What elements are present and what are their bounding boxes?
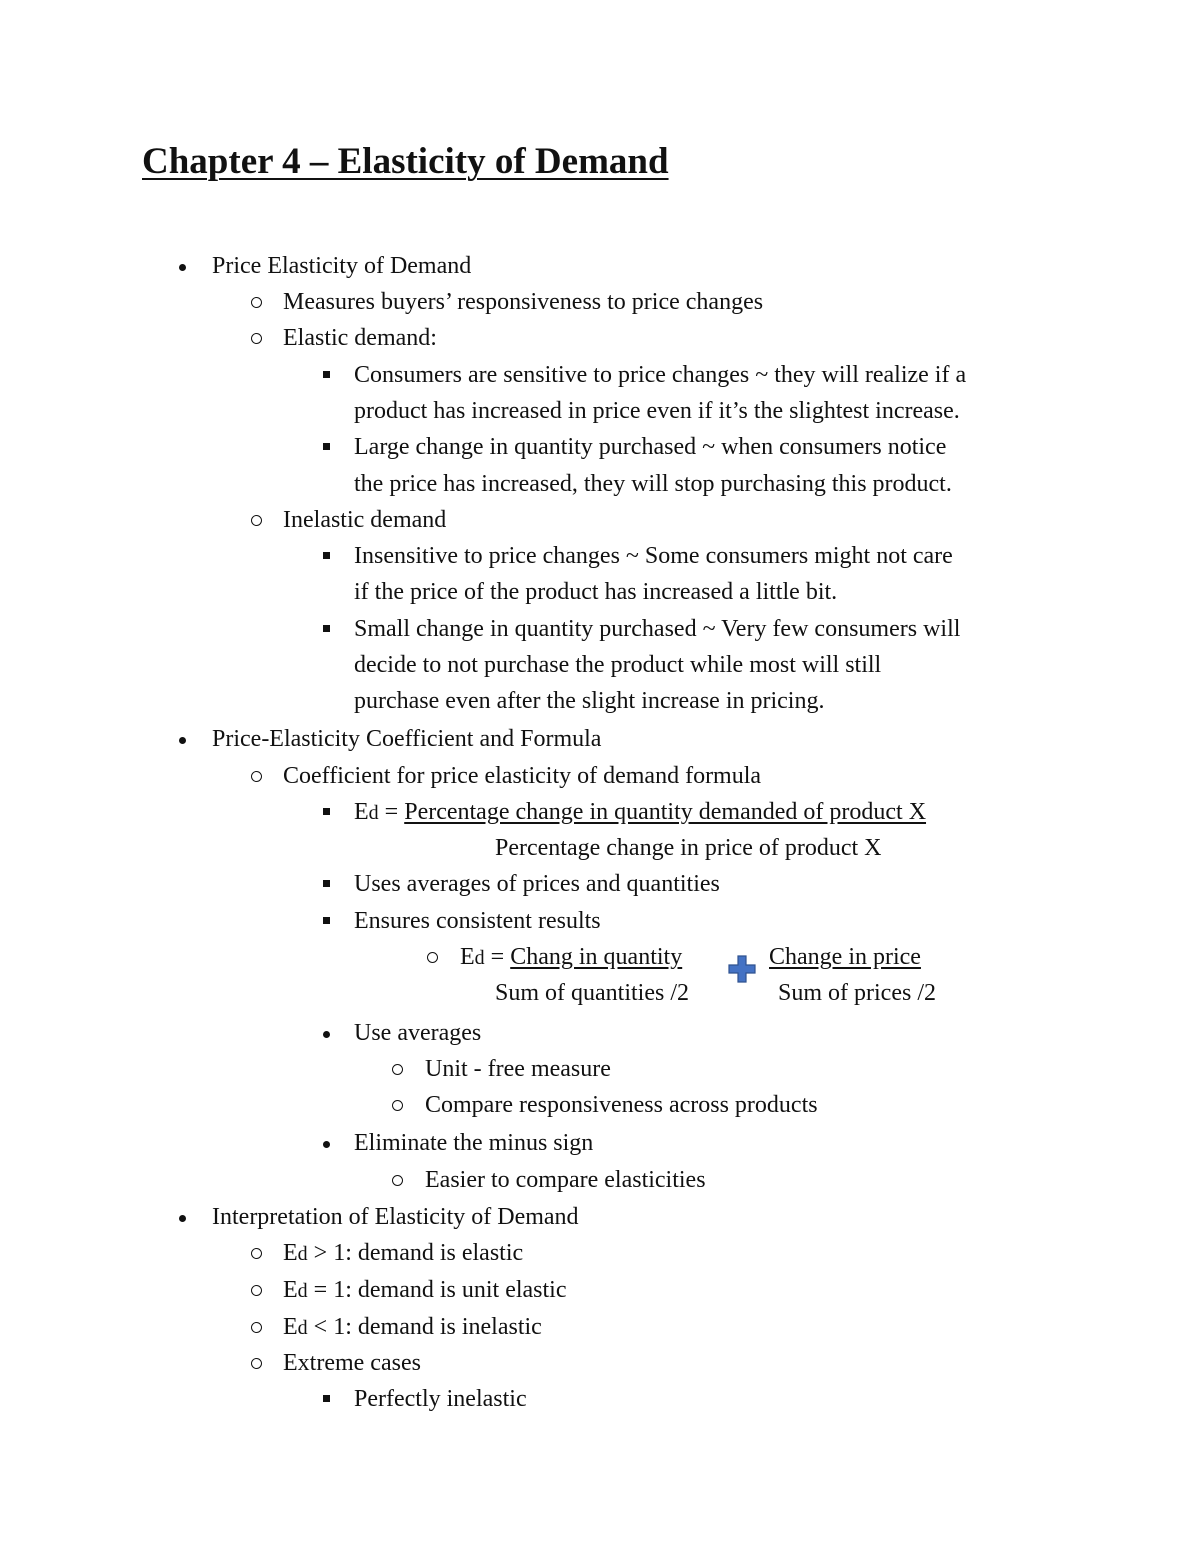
list-item: Extreme cases (283, 1350, 421, 1376)
bullet-circle (387, 1051, 407, 1087)
list-item-text: = 1: demand is unit elastic (307, 1277, 567, 1303)
list-item: Ensures consistent results (354, 908, 601, 934)
bullet-square (316, 866, 336, 902)
bullet-circle (246, 1235, 266, 1271)
list-item-continuation: product has increased in price even if it’s the slightest increase. (354, 398, 960, 424)
formula-equals: = (378, 799, 405, 825)
page-title: Chapter 4 – Elasticity of Demand (142, 141, 669, 182)
formula-symbol: E (283, 1277, 298, 1303)
list-item: Use averages (354, 1020, 482, 1046)
formula-subscript: d (297, 1280, 308, 1302)
bullet-disc (316, 1125, 336, 1161)
list-item (283, 1309, 542, 1346)
list-item-continuation: decide to not purchase the product while most will still (354, 652, 882, 678)
bullet-circle (246, 284, 266, 320)
formula-subscript: d (368, 802, 379, 824)
list-item-text: > 1: demand is elastic (307, 1240, 524, 1266)
list-item: Compare responsiveness across products (425, 1092, 818, 1118)
formula-symbol: E (283, 1240, 298, 1266)
formula-line (460, 939, 682, 976)
bullet-circle (246, 1345, 266, 1381)
formula-line (354, 794, 926, 831)
bullet-disc (172, 248, 192, 284)
formula-denominator-price: Sum of prices /2 (778, 980, 936, 1006)
list-item: Interpretation of Elasticity of Demand (212, 1204, 579, 1230)
formula-numerator-quantity: Chang in quantity (510, 944, 683, 970)
plus-icon (727, 954, 757, 984)
list-item: Inelastic demand (283, 507, 447, 533)
bullet-circle (387, 1162, 407, 1198)
list-item: Uses averages of prices and quantities (354, 871, 720, 897)
formula-numerator-price-text: Change in price (769, 944, 921, 970)
list-item: Consumers are sensitive to price changes ~ they will realize if a (354, 362, 967, 388)
bullet-disc (172, 721, 192, 757)
list-item: Insensitive to price changes ~ Some consumers might not care (354, 543, 953, 569)
list-item: Elastic demand: (283, 325, 437, 351)
bullet-circle (246, 1309, 266, 1345)
bullet-square (316, 429, 336, 465)
list-item: Measures buyers’ responsiveness to price changes (283, 289, 764, 315)
list-item: Perfectly inelastic (354, 1386, 527, 1412)
formula-subscript: d (474, 947, 485, 969)
bullet-circle (387, 1087, 407, 1123)
bullet-circle (422, 939, 442, 975)
bullet-square (316, 611, 336, 647)
list-item: Eliminate the minus sign (354, 1130, 594, 1156)
bullet-circle (246, 1272, 266, 1308)
formula-numerator-price (769, 939, 921, 975)
bullet-disc (316, 1015, 336, 1051)
formula-equals: = (484, 944, 511, 970)
formula-subscript: d (297, 1243, 308, 1265)
bullet-disc (172, 1199, 192, 1235)
formula-numerator: Percentage change in quantity demanded of product X (404, 799, 927, 825)
formula-subscript: d (297, 1317, 308, 1339)
list-item (283, 1235, 523, 1272)
formula-symbol: E (460, 944, 475, 970)
list-item: Price-Elasticity Coefficient and Formula (212, 726, 602, 752)
list-item-continuation: purchase even after the slight increase in pricing. (354, 688, 825, 714)
formula-denominator: Percentage change in price of product X (495, 835, 882, 861)
bullet-square (316, 794, 336, 830)
list-item-continuation: the price has increased, they will stop purchasing this product. (354, 471, 952, 497)
bullet-square (316, 903, 336, 939)
list-item: Unit - free measure (425, 1056, 611, 1082)
list-item-text: < 1: demand is inelastic (307, 1314, 542, 1340)
list-item: Coefficient for price elasticity of demand formula (283, 763, 762, 789)
bullet-square (316, 538, 336, 574)
formula-denominator-quantity: Sum of quantities /2 (495, 980, 689, 1006)
list-item (283, 1272, 567, 1309)
bullet-circle (246, 320, 266, 356)
bullet-square (316, 1381, 336, 1417)
list-item: Easier to compare elasticities (425, 1167, 706, 1193)
formula-symbol: E (283, 1314, 298, 1340)
bullet-square (316, 357, 336, 393)
bullet-circle (246, 758, 266, 794)
list-item: Price Elasticity of Demand (212, 253, 472, 279)
list-item: Small change in quantity purchased ~ Very few consumers will (354, 616, 961, 642)
formula-symbol: E (354, 799, 369, 825)
list-item-continuation: if the price of the product has increased a little bit. (354, 579, 838, 605)
list-item: Large change in quantity purchased ~ when consumers notice (354, 434, 947, 460)
bullet-circle (246, 502, 266, 538)
